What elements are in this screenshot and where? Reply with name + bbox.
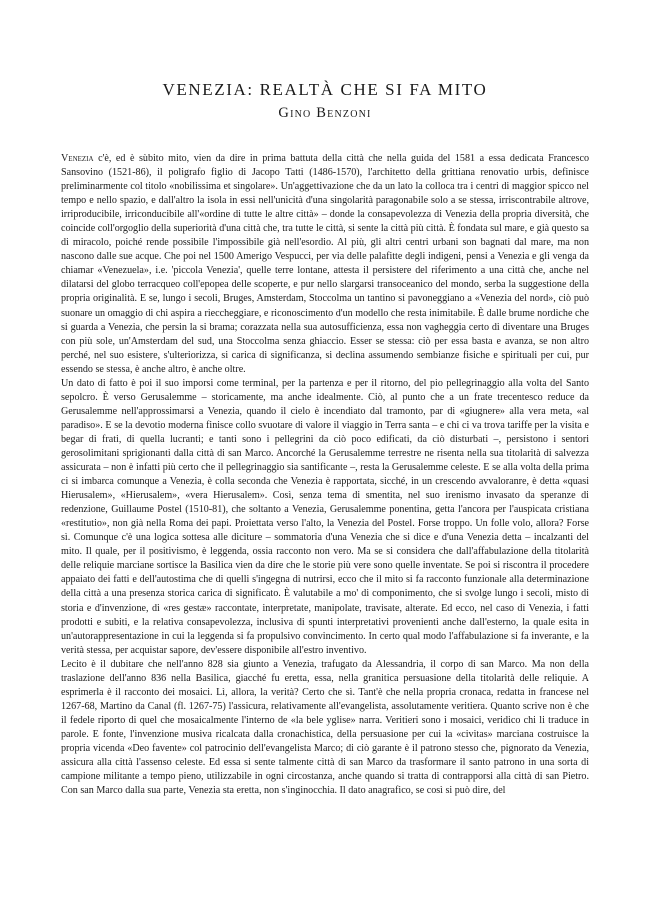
paragraph-3 [61, 658, 589, 798]
drop-lead-word: Venezia [61, 153, 94, 164]
paragraph-text: Un dato di fatto è poi il suo imporsi come terminal, per la partenza e per il ritorno, del pio pellegrinaggio alla volta del Santo sepolcro. È verso Gerusalemme – storicamente, ma anche idealmente. Ciò, al punto che a un frate trecentesco reduce da Gerusalemme nell'approssimarsi a Venezia, quando il cielo è incendiato dal tramonto, par di «giugnere» alla vera meta, «al paradiso». E se la devotio moderna finisce collo svuotare di valore il viaggio in Terra santa – e chi ci va trova tariffe per la visita e begar di frati, di quella lucranti; e tanti sono i pellegrini da ciò poco edificati, da ciò disturbati –, persistono i sentori gerosolimitani sprigionanti dalla città di san Marco. Ancorché la Gerusalemme terrestre ne risenta nella sua titolarità di salvezza assicurata – non è infatti più certo che il pellegrinaggio sia santificante –, resta la Gerusalemme celeste. E se alla volta della prima ci si imbarca comunque a Venezia, è colla seconda che Venezia è rapportata, sicché, in un crescendo avvaloranre, è detta «quasi Hierusalem», «Hierusalem», «vera Hierusalem». Così, senza tema di smentita, nel suo irenismo invasato da speranze di redenzione, Guillaume Postel (1510-81), che soltanto a Venezia, Gerusalemme ponentina, getta l'ancora per l'auspicata cristiana «restitutio», non già nella Roma dei papi. Proiettata verso l'alto, la Venezia del Postel. Forse troppo. Un folle volo, allora? Forse sì. Comunque c'è una logica sottesa alle diciture – sommatoria d'una Venezia che si dice e d'una Venezia detta – incalzanti del mito. Il quale, per il positivismo, è leggenda, ossia racconto non vero. Ma se si considera che dall'affabulazione della titolarità delle reliquie marciane sortisce la Basilica vien da dire che le storie più vere sono quelle inventate. Se poi si riscontra il procedere appaiato dei fatti e dell'autostima che di quelli s'ingegna di nutrirsi, ecco che il mito si fa racconto funzionale alla determinazione della città a una presenza storica carica di significato. È valutabile a mo' di componimento, che si svolge lungo i secoli, misto di storia e d'invenzione, di «res gestæ» raccontate, interpretate, manipolate, travisate, alterate. Ed ecco, nel caso di Venezia, i fatti prodotti e subiti, e la relativa consapevolezza, inclusiva di spunti interpretativi provenienti anche dall'esterno, la quale esita in un'autorappresentazione in cui la leggenda si fa propulsivo convincimento. In certo qual modo l'affabulazione si fa inverante, e la verità stessa, per acquistar sapore, dev'essere disponibile all'estro inventivo. [61, 377, 589, 656]
paragraph-text: c'è, ed è sùbito mito, vien da dire in prima battuta della città che nella guida del 1581 a essa dedicata Francesco Sansovino (1521-86), il poligrafo figlio di Jacopo Tatti (1486-1570), l'architetto della grittiana renovatio urbis, definisce preliminarmente col titolo «nobilissima et singolare». Un'aggettivazione che da un lato la colloca tra i centri di maggior spicco nel tempo e nello spazio, e dall'altro la isola in essi nell'unicità d'una singolarità paragonabile solo a se stessa, irriscontrabile altrove, irriproducibile, irriconducibile all'«ordine di tutte le altre città» – donde la consapevolezza di Venezia della propria diversità, che coincide coll'orgoglio della superiorità d'una città che, tra tutte le città, si sente la città più città. È fondata sul mare, e già questo sa di miracolo, poiché rende possibile l'impossibile già nell'esordio. Al più, gli altri centri urbani son bagnati dal mare, ma non nascono dalle sue acque. Che poi nel 1500 Amerigo Vespucci, per via delle palafitte degli indigeni, pensi a Venezia e gli venga da chiamar «Venezuela», i.e. 'piccola Venezia', quelle terre lontane, attesta il persistere del riferimento a una città che, anche nel dilatarsi del globo terracqueo coll'epopea delle scoperte, e pur nello slargarsi transoceanico del mondo, serba la suggestione della propria originalità. E se, lungo i secoli, Bruges, Amsterdam, Stoccolma un tantino si pavoneggiano a «Venezia del nord», ciò può suonare un omaggio di chi aspira a rieccheggiare, e riconoscimento d'un modello che resta inimitabile. È dalle brume nordiche che si guarda a Venezia, che persin la si brama; corazzata nella sua autosufficienza, essa non vagheggia certo di diventare una Bruges con più sole, un'Amsterdam del sud, una Stoccolma senza ghiaccio. Esser se stessa: ciò per essa basta e avanza, se non altro perché, nel suo esistere, s'ulteriorizza, si carica di significanza, si declina assumendo sembianze fisiche e spirituali per cui, pur essendo se stessa, è anche altro, è anche oltre. [61, 153, 589, 375]
article-title: VENEZIA: REALTÀ CHE SI FA MITO [162, 80, 488, 100]
article-body [61, 152, 589, 798]
paragraph-1 [61, 152, 589, 377]
paragraph-text: Lecito è il dubitare che nell'anno 828 sia giunto a Venezia, trafugato da Alessandria, il corpo di san Marco. Ma non della traslazione dell'anno 836 nella Basilica, giacché fu eretta, essa, nella granitica persuasione della titolarità delle reliquie. A esprimerla è il racconto dei mosaici. Lì, allora, la verità? Certo che sì. Tant'è che nella propria cronaca, redatta in francese nel 1267-68, Martino da Canal (fl. 1267-75) l'assicura, relativamente all'evangelista, assolutamente veritiera. Quanto scrive non è che il fedele riporto di quel che mosaicalmente l'interno de «la bele yglise» narra. Veritieri sono i mosaici, veridico chi li traduce in parole. E fonte, l'invenzione musiva ricalcata dalla cronachistica, della persuasione per cui la «civitas» marciana costruisce la propria vicenda «Deo favente» col patrocinio dell'evangelista Marco; di ciò garante è il patrono stesso che, pignorato da Venezia, assicura alla città l'assenso celeste. Ed essa si sente talmente città di san Marco da trasformare il santo patrono in una sorta di campione militante a tempo pieno, utilizzabile in ogni circostanza, anche quando si tratta di contrapporsi alla città di san Pietro. Con san Marco dalla sua parte, Venezia sta eretta, non s'inginocchia. Il dato anagrafico, se così si può dire, del [61, 658, 589, 797]
article-author: Gino Benzoni [278, 105, 372, 121]
paragraph-2 [61, 377, 589, 658]
